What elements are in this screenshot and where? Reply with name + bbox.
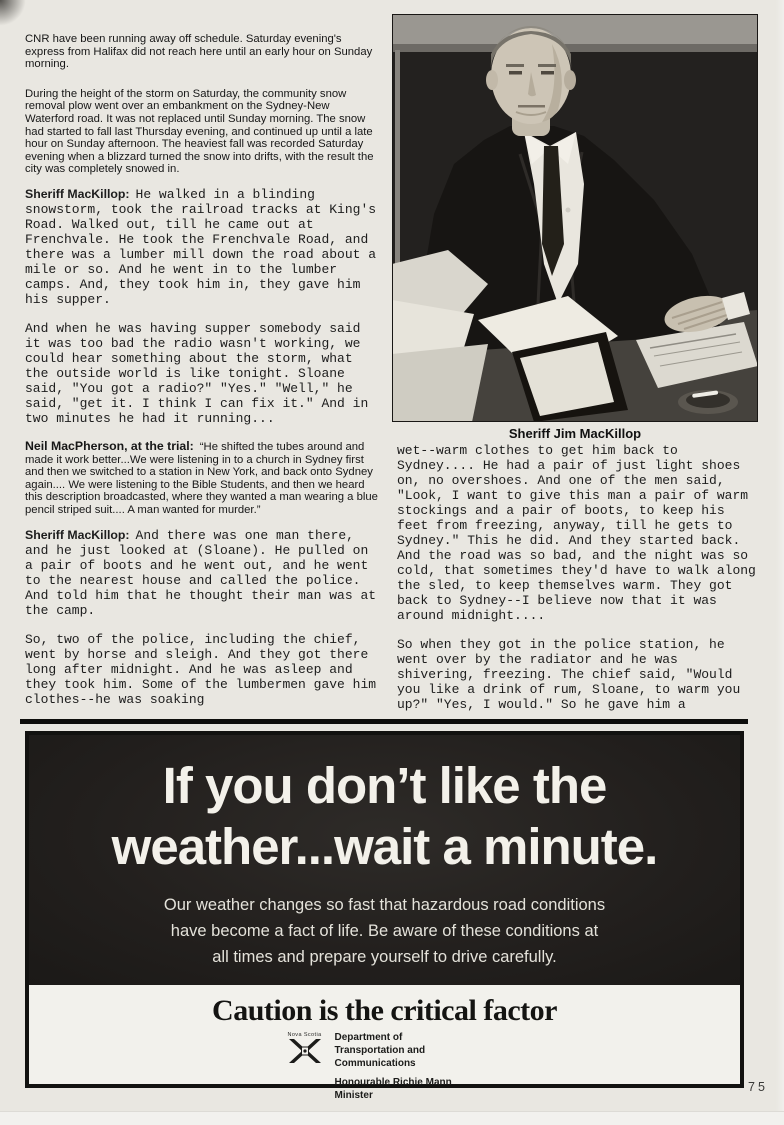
nova-scotia-saltire-icon (288, 1038, 322, 1064)
page-number: 75 (748, 1080, 768, 1094)
intro-paragraph: During the height of the storm on Saturday, the community snow removal plow went over an embankment on the Sydney-New Waterford road. It was not replaced until Sunday morning. The snow had started to fall last Thursday evening, and continued up until a late hour on Sunday afternoon. The heaviest fall was recorded Saturday evening when a blizzard turned the snow into drifts, with the result the city was completely snowed in. (25, 87, 374, 176)
nova-scotia-logo-label: Nova Scotia (287, 1032, 322, 1038)
ad-body-line: all times and prepare yourself to drive carefully. (212, 948, 557, 966)
sheriff-photo (392, 14, 758, 422)
trial-quote-text: “He shifted the tubes around and made it work better...We were listening in to a church in Sydney first and then we switched to a station in New York, and back onto Sydney again.... We were listening to the Bible Students, and then we heard this description broadcasted, where they wanted a man wearing a blue pencil striped suit.... A man wanted for murder.” (25, 440, 378, 516)
photo-figure (392, 14, 758, 441)
speaker-lead: Sheriff MacKillop: (25, 186, 130, 201)
oral-history-block (25, 528, 378, 618)
oral-history-block (25, 632, 378, 707)
right-column (397, 443, 763, 726)
ad-credit-row (29, 1031, 740, 1102)
ad-body-line: Our weather changes so fast that hazardous road conditions (163, 896, 606, 914)
minister-line: Honourable Richie Mann (334, 1077, 452, 1088)
scan-artifact-corner (0, 0, 26, 26)
minister-line: Minister (334, 1090, 373, 1101)
left-column (25, 33, 378, 721)
oral-history-text: He walked in a blinding snowstorm, took the railroad tracks at King's Road. Walked out, till he came out at Frenchvale. He took the Frenchvale Road, and there was a lumber mill down the road about a mile or so. And he went in to the lumber camps. And, they took him in, they gave him his supper. (25, 186, 377, 307)
department-line: Transportation and (334, 1045, 426, 1056)
nova-scotia-logo (285, 1031, 325, 1069)
oral-history-text: And there was one man there, and he just looked at (Sloane). He pulled on a pair of boots and he went out, and he went to the nearest house and called the police. And told him that he thought their man was at the camp. (25, 527, 377, 618)
scan-artifact-bottom (0, 1111, 784, 1125)
department-credit (335, 1031, 485, 1102)
oral-history-block (25, 187, 378, 307)
oral-history-block (397, 443, 763, 623)
department-line: Communications (334, 1058, 416, 1069)
department-line: Department of (334, 1032, 403, 1043)
ad-slogan: Caution is the critical factor (212, 994, 557, 1027)
photo-caption: Sheriff Jim MacKillop (508, 426, 642, 441)
scan-artifact-edge (776, 0, 784, 1125)
ad-black-panel (29, 735, 740, 985)
ad-white-panel (29, 985, 740, 1102)
oral-history-block (397, 637, 763, 712)
oral-history-text: wet--warm clothes to get him back to Sydney.... He had a pair of just light shoes on, no overshoes. And one of the men said, "Look, I want to give this man a pair of warm stockings and a pair of boots, to keep his feet from freezing, anyway, till he gets to Sydney." This he did. And they started back. And the road was so bad, and the night was so cold, that sometimes they'd have to walk along the sled, to keep themselves warm. They got back to Sydney--I believe now that it was around midnight.... (397, 443, 756, 623)
oral-history-text: And when he was having supper somebody said it was too bad the radio wasn't working, we could hear something about the storm, what the outside world is like tonight. Sloane said, "You got a radio?" "Yes." "Well," he said, "get it. I think I can fix it." And in two minutes he had it running... (25, 320, 369, 426)
ad-headline-line1: If you don’t like the (162, 757, 607, 814)
trial-quote-block (25, 440, 378, 517)
oral-history-block (25, 321, 378, 426)
ad-headline-line2: weather...wait a minute. (111, 818, 658, 875)
weather-safety-ad (25, 731, 744, 1101)
divider-rule (20, 719, 748, 724)
oral-history-text: So, two of the police, including the chief, went by horse and sleigh. And they got there long after midnight. And he was asleep and they took him. Some of the lumbermen gave him clothes--he was soaking (25, 631, 377, 707)
speaker-lead: Sheriff MacKillop: (25, 527, 130, 542)
ad-body-line: have become a fact of life. Be aware of these conditions at (170, 922, 599, 940)
oral-history-text: So when they got in the police station, he went over by the radiator and he was shivering, freezing. The chief said, "Would you like a drink of rum, Sloane, to warm you up?" "Yes, I would." So he gave him a (397, 637, 741, 712)
intro-paragraph: CNR have been running away off schedule. Saturday evening's express from Halifax did not reach here until an early hour on Sunday morning. (25, 33, 373, 71)
ad-body-text (29, 892, 740, 970)
speaker-lead: Neil MacPherson, at the trial: (25, 438, 194, 453)
